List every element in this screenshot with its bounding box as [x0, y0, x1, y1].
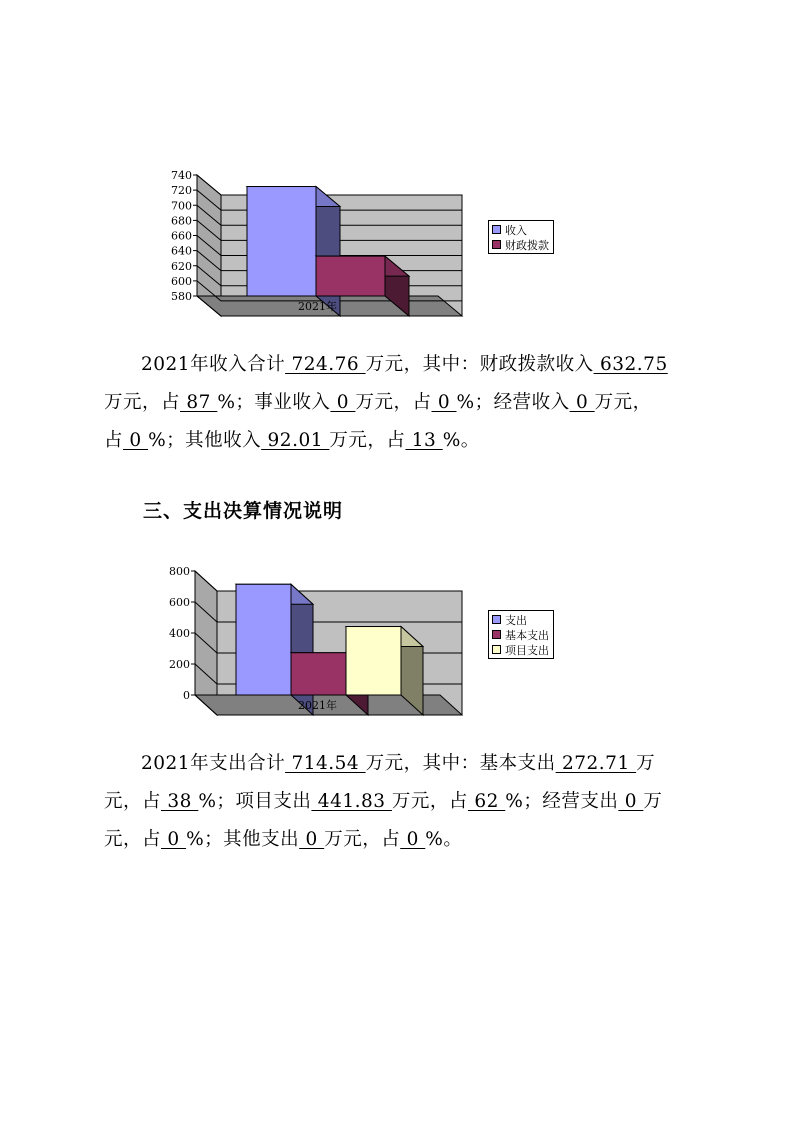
- legend-item: [492, 627, 549, 642]
- bar: [291, 653, 346, 695]
- fiscal-income: 632.75: [593, 354, 668, 375]
- legend-label: 支出: [505, 613, 527, 627]
- gridline: [197, 175, 462, 195]
- tick-label: 600: [171, 274, 192, 288]
- other-income: 92.01: [261, 430, 330, 451]
- income-total: 724.76: [285, 354, 366, 375]
- legend-swatch: [492, 645, 501, 654]
- bar: [316, 256, 385, 296]
- legend-label: 收入: [505, 223, 527, 237]
- tick-label: 200: [169, 658, 190, 671]
- category-label: 2021年: [298, 300, 337, 313]
- legend-label: 财政拨款: [505, 238, 549, 252]
- bar: [236, 584, 291, 695]
- legend-swatch: [492, 630, 501, 639]
- expense-chart-legend: [488, 610, 554, 659]
- legend-label: 项目支出: [505, 643, 549, 657]
- legend-swatch: [492, 615, 501, 624]
- tick-label: 580: [171, 290, 192, 303]
- basic-expense: 272.71: [555, 753, 637, 774]
- legend-item: [492, 642, 549, 657]
- legend-item: [492, 222, 549, 237]
- section-heading: 三、支出决算情况说明: [143, 500, 344, 522]
- tick-label: 720: [171, 184, 192, 198]
- gridline: [195, 571, 462, 591]
- expense-total: 714.54: [285, 753, 366, 774]
- tick-label: 620: [171, 259, 192, 273]
- category-label: 2021年: [298, 699, 337, 712]
- income-chart-legend: [488, 220, 554, 254]
- legend-swatch: [492, 225, 501, 234]
- tick-label: 400: [169, 627, 190, 640]
- tick-label: 700: [171, 199, 192, 213]
- legend-swatch: [492, 240, 501, 249]
- tick-label: 640: [171, 244, 192, 258]
- tick-label: 660: [171, 229, 192, 243]
- tick-label: 680: [171, 214, 192, 228]
- bar: [247, 187, 316, 296]
- legend-label: 基本支出: [505, 628, 549, 642]
- legend-item: [492, 237, 549, 252]
- bar: [346, 627, 401, 695]
- legend-item: [492, 612, 549, 627]
- tick-label: 800: [169, 565, 190, 578]
- tick-label: 600: [169, 596, 190, 609]
- project-expense: 441.83: [311, 791, 392, 812]
- income-paragraph: 2021年收入合计 724.76 万元，其中：财政拨款收入 632.75 万元，占 87 %；事业收入 0 万元，占 0 %；经营收入 0 万元， 占 0 %；其他收入 92.01 万元，占 13 %。: [104, 354, 668, 451]
- tick-label: 740: [171, 169, 192, 182]
- expense-paragraph: 2021年支出合计 714.54 万元，其中：基本支出 272.71 万 元，占 38 %；项目支出 441.83 万元，占 62 %；经营支出 0 万 元，占 0 %；其他支出 0 万元，占 0 %。: [104, 753, 663, 850]
- tick-label: 0: [183, 689, 190, 702]
